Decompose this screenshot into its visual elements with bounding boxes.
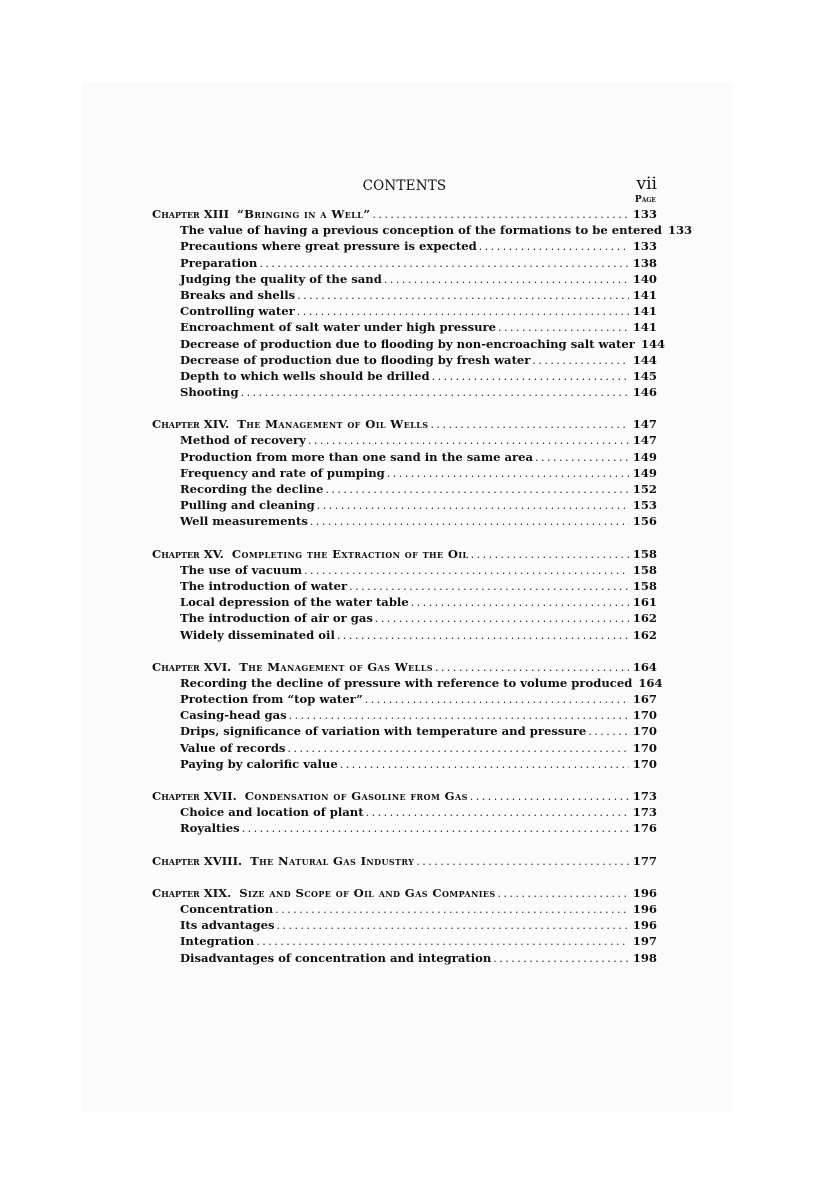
chapter-block: [152, 788, 657, 837]
chapter-entry[interactable]: [152, 416, 657, 432]
section-entry[interactable]: [152, 610, 657, 626]
chapter-spacer: [152, 869, 657, 885]
section-entry[interactable]: [152, 933, 657, 949]
chapter-number: Chapter XVIII.: [152, 853, 243, 868]
section-entry[interactable]: [152, 594, 657, 610]
running-title: CONTENTS: [362, 178, 447, 194]
section-page: 161: [632, 595, 657, 610]
dot-leader: [337, 628, 629, 644]
section-title: Royalties: [180, 821, 240, 836]
section-title: Well measurements: [180, 514, 308, 529]
chapter-page: 173: [632, 789, 657, 803]
section-title: Encroachment of salt water under high pressure: [180, 320, 497, 335]
dot-leader: [297, 288, 629, 304]
dot-leader: [435, 660, 629, 676]
chapter-page: 196: [632, 885, 657, 900]
chapter-block: [152, 659, 663, 772]
section-title: Choice and location of plant: [180, 805, 364, 820]
section-page: 162: [632, 611, 657, 626]
chapter-title: “Bringing in a Well”: [237, 207, 371, 221]
chapter-block: [152, 416, 657, 529]
section-title: Shooting: [180, 385, 239, 400]
section-page: 147: [632, 433, 657, 448]
dot-leader: [471, 547, 629, 563]
chapter-page: 164: [632, 659, 657, 674]
section-page: 164: [638, 675, 663, 690]
chapter-spacer: [152, 837, 657, 853]
chapter-block: [152, 885, 657, 966]
section-entry[interactable]: [152, 917, 657, 933]
section-page: 145: [632, 368, 657, 383]
section-page: 170: [632, 756, 657, 771]
dot-leader: [297, 304, 629, 320]
dot-leader: [349, 579, 629, 595]
dot-leader: [287, 741, 628, 757]
section-title: Pulling and cleaning: [180, 498, 315, 513]
section-entry[interactable]: [152, 513, 657, 529]
section-entry[interactable]: [152, 432, 657, 448]
section-entry[interactable]: [152, 481, 657, 497]
chapter-title: The Natural Gas Industry: [250, 853, 415, 868]
section-entry[interactable]: [152, 497, 657, 513]
chapter-number: Chapter XIX.: [152, 885, 232, 900]
dot-leader: [588, 724, 629, 740]
dot-leader: [365, 692, 629, 708]
chapter-spacer: [152, 530, 657, 546]
chapter-block: [152, 853, 657, 869]
dot-leader: [411, 595, 629, 611]
section-title: Disadvantages of concentration and integration: [180, 950, 492, 965]
chapter-entry[interactable]: [152, 206, 657, 222]
section-page: 176: [632, 821, 657, 836]
section-title: Controlling water: [180, 304, 295, 319]
section-title: Value of records: [180, 740, 286, 755]
section-page: 140: [632, 271, 657, 286]
dot-leader: [532, 353, 628, 369]
dot-leader: [325, 482, 628, 498]
chapter-page: 158: [632, 546, 657, 561]
chapter-title: The Management of Gas Wells: [239, 659, 433, 674]
section-page: 170: [632, 724, 657, 739]
chapter-entry[interactable]: [152, 659, 657, 675]
section-page: 146: [632, 385, 657, 400]
chapter-entry[interactable]: [152, 853, 657, 869]
section-entry[interactable]: [152, 691, 657, 707]
chapter-number: Chapter XIV.: [152, 417, 230, 432]
table-of-contents: [152, 206, 693, 966]
section-title: Decrease of production due to flooding by non-encroaching salt water: [180, 336, 635, 351]
section-page: 167: [632, 692, 657, 707]
section-entry[interactable]: [152, 562, 657, 578]
section-entry[interactable]: [152, 627, 657, 643]
section-page: 162: [632, 627, 657, 642]
dot-leader: [498, 320, 629, 336]
dot-leader: [275, 902, 629, 918]
section-title: Integration: [180, 934, 255, 949]
section-title: Widely disseminated oil: [180, 627, 335, 642]
section-title: Its advantages: [180, 918, 275, 933]
section-title: The use of vacuum: [180, 562, 303, 577]
section-title: Recording the decline: [180, 482, 324, 496]
section-page: 133: [632, 239, 657, 254]
section-entry[interactable]: [152, 950, 657, 966]
section-entry[interactable]: [152, 336, 666, 352]
section-entry[interactable]: [152, 675, 663, 691]
chapter-spacer: [152, 643, 657, 659]
chapter-number: Chapter XIII: [152, 207, 230, 221]
dot-leader: [384, 272, 629, 288]
chapter-entry[interactable]: [152, 546, 657, 562]
section-page: 141: [632, 320, 657, 335]
dot-leader: [304, 563, 629, 579]
chapter-spacer: [152, 772, 657, 788]
section-entry[interactable]: [152, 319, 657, 335]
section-entry[interactable]: [152, 255, 657, 271]
dot-leader: [256, 934, 629, 950]
dot-leader: [470, 789, 629, 805]
section-page: 197: [632, 934, 657, 949]
dot-leader: [535, 450, 629, 466]
chapter-block: [152, 546, 657, 643]
chapter-spacer: [152, 400, 657, 416]
section-title: Casing-head gas: [180, 708, 287, 723]
section-entry[interactable]: [152, 352, 657, 368]
chapter-title: Size and Scope of Oil and Gas Companies: [239, 885, 496, 900]
section-entry[interactable]: [152, 222, 693, 238]
section-title: Paying by calorific value: [180, 756, 338, 771]
dot-leader: [317, 498, 629, 514]
section-page: 144: [632, 352, 657, 367]
section-page: 196: [632, 901, 657, 916]
section-title: The introduction of water: [180, 578, 348, 593]
dot-leader: [366, 805, 629, 821]
section-title: Method of recovery: [180, 433, 306, 448]
section-entry[interactable]: [152, 287, 657, 303]
chapter-entry[interactable]: [152, 885, 657, 901]
section-page: 138: [632, 255, 657, 270]
section-entry[interactable]: [152, 368, 657, 384]
section-entry[interactable]: [152, 465, 657, 481]
section-entry[interactable]: [152, 707, 657, 723]
section-title: Drips, significance of variation with temperature and pressure: [180, 724, 587, 739]
section-page: 156: [632, 514, 657, 529]
dot-leader: [241, 385, 629, 401]
chapter-number: Chapter XVI.: [152, 659, 232, 674]
section-page: 198: [632, 950, 657, 965]
section-page: 152: [632, 482, 657, 496]
chapter-page: 133: [632, 207, 657, 221]
chapter-title: The Management of Oil Wells: [237, 417, 429, 432]
section-title: Protection from “top water”: [180, 692, 363, 707]
section-title: Frequency and rate of pumping: [180, 465, 385, 480]
dot-leader: [387, 466, 629, 482]
section-title: Depth to which wells should be drilled: [180, 368, 430, 383]
section-page: 158: [632, 562, 657, 577]
dot-leader: [242, 821, 629, 837]
section-title: Decrease of production due to flooding by fresh water: [180, 352, 531, 367]
contents-page: [152, 172, 693, 966]
section-title: The value of having a previous conception of the formations to be entered: [180, 223, 662, 238]
section-page: 141: [632, 287, 657, 302]
chapter-number: Chapter XV.: [152, 546, 224, 561]
chapter-title: Condensation of Gasoline from Gas: [244, 789, 468, 803]
section-entry[interactable]: [152, 901, 657, 917]
page-column-label: Page: [634, 195, 656, 205]
section-entry[interactable]: [152, 238, 657, 254]
section-page: 196: [632, 918, 657, 933]
section-title: Preparation: [180, 255, 258, 270]
section-page: 170: [632, 708, 657, 723]
dot-leader: [498, 886, 629, 902]
section-title: Precautions where great pressure is expected: [180, 239, 477, 254]
section-page: 149: [632, 465, 657, 480]
chapter-entry[interactable]: [152, 788, 657, 804]
section-entry[interactable]: [152, 449, 657, 465]
section-page: 158: [632, 578, 657, 593]
section-page: 133: [667, 223, 693, 238]
section-entry[interactable]: [152, 384, 657, 400]
section-entry[interactable]: [152, 756, 657, 772]
chapter-number: Chapter XVII.: [152, 789, 237, 803]
section-entry[interactable]: [152, 303, 657, 319]
section-page: 144: [640, 336, 666, 351]
dot-leader: [375, 611, 629, 627]
dot-leader: [493, 951, 629, 967]
section-title: Breaks and shells: [180, 287, 296, 302]
dot-leader: [308, 433, 629, 449]
chapter-title: Completing the Extraction of the Oil: [231, 546, 469, 561]
section-entry[interactable]: [152, 820, 657, 836]
page-header: [152, 172, 657, 194]
dot-leader: [479, 239, 629, 255]
dot-leader: [416, 854, 629, 870]
section-title: Concentration: [180, 901, 274, 916]
chapter-block: [152, 206, 693, 400]
section-title: The introduction of air or gas: [180, 611, 373, 626]
dot-leader: [277, 918, 629, 934]
section-entry[interactable]: [152, 271, 657, 287]
section-page: 149: [632, 449, 657, 464]
section-entry[interactable]: [152, 804, 657, 820]
section-title: Local depression of the water table: [180, 595, 409, 610]
section-page: 170: [632, 740, 657, 755]
section-entry[interactable]: [152, 578, 657, 594]
dot-leader: [432, 369, 629, 385]
dot-leader: [289, 708, 629, 724]
section-title: Production from more than one sand in the same area: [180, 449, 534, 464]
section-title: Judging the quality of the sand: [180, 271, 382, 286]
page-number: vii: [636, 174, 657, 194]
dot-leader: [259, 256, 628, 272]
section-entry[interactable]: [152, 740, 657, 756]
dot-leader: [310, 514, 629, 530]
dot-leader: [430, 417, 628, 433]
section-entry[interactable]: [152, 723, 657, 739]
section-page: 141: [632, 304, 657, 319]
section-page: 153: [632, 498, 657, 513]
dot-leader: [340, 757, 629, 773]
dot-leader: [372, 207, 628, 223]
section-page: 173: [632, 805, 657, 820]
section-title: Recording the decline of pressure with reference to volume produced: [180, 675, 633, 690]
chapter-page: 147: [632, 417, 657, 432]
chapter-page: 177: [632, 853, 657, 868]
